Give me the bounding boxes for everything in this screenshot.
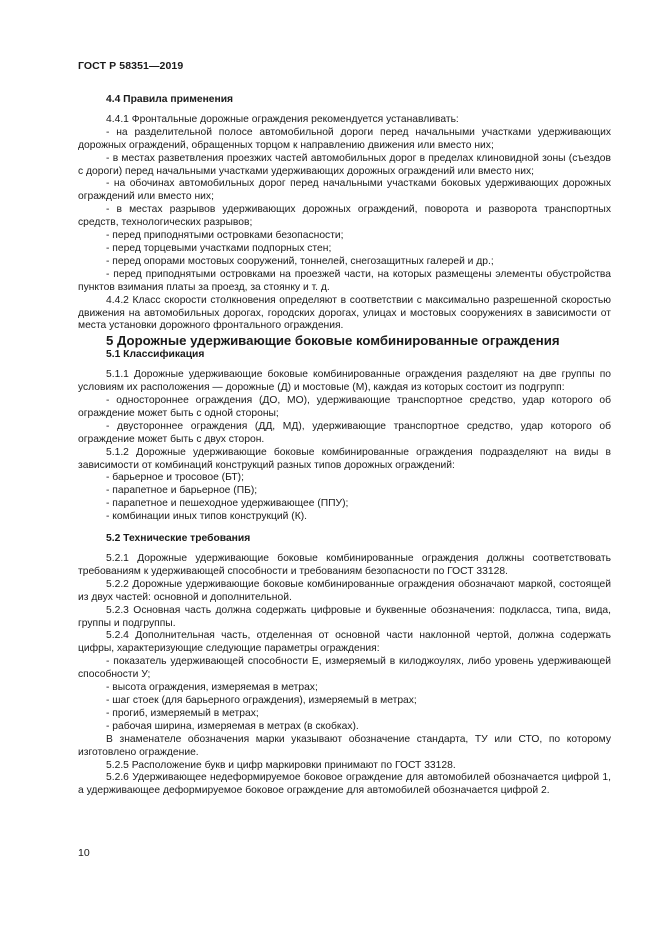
list-item: - парапетное и барьерное (ПБ); — [106, 485, 258, 497]
list-item: - показатель удерживающей способности Е, измеряемый в килоджоулях, либо уровень удерживающей способности У; — [78, 656, 611, 681]
list-item: - рабочая ширина, измеряемая в метрах (в скобках). — [106, 720, 359, 732]
list-item: - перед приподнятыми островками безопасности; — [106, 230, 344, 242]
list-item: - на разделительной полосе автомобильной дороги перед начальными участками удерживающих дорожных ограждений, обращенных торцом к направлению движения или вместо них; — [78, 126, 611, 151]
paragraph: 5.2.5 Расположение букв и цифр маркировки принимают по ГОСТ 33128. — [106, 759, 456, 771]
list-item: - шаг стоек (для барьерного ограждения), измеряемый в метрах; — [106, 694, 417, 706]
paragraph: 5.2.4 Дополнительная часть, отделенная от основной части наклонной чертой, должна содержать цифры, характеризующие следующие параметры ограждения: — [78, 630, 611, 655]
paragraph: 5.2.3 Основная часть должна содержать цифровые и буквенные обозначения: подкласса, типа, вида, группы и подгруппы. — [78, 604, 611, 629]
paragraph: 5.2.2 Дорожные удерживающие боковые комбинированные ограждения обозначают маркой, состоящей из двух частей: основной и дополнительной. — [78, 578, 611, 603]
section-5-title: 5 Дорожные удерживающие боковые комбинированные ограждения — [106, 333, 560, 349]
paragraph: 5.1.1 Дорожные удерживающие боковые комбинированные ограждения разделяют на две группы по условиям их расположения — дорожные (Д) и мостовые (М), каждая из которых состоит из подгрупп: — [78, 369, 611, 394]
page-content — [78, 94, 611, 798]
section-5-2-title: 5.2 Технические требования — [106, 533, 251, 545]
paragraph: 4.4.1 Фронтальные дорожные ограждения рекомендуется устанавливать: — [106, 113, 459, 125]
list-item: - перед торцевыми участками подпорных стен; — [106, 242, 332, 254]
list-item: - перед опорами мостовых сооружений, тоннелей, снегозащитных галерей и др.; — [106, 255, 494, 267]
list-item: - высота ограждения, измеряемая в метрах; — [106, 682, 318, 694]
section-4-4-title: 4.4 Правила применения — [106, 94, 234, 105]
list-item: - двустороннее ограждения (ДД, МД), удерживающие транспортное средство, удар которого об ограждение может быть с двух сторон. — [78, 420, 611, 445]
paragraph: 5.2.6 Удерживающее недеформируемое боковое ограждение для автомобилей обозначается цифрой 1, а удерживающее деформируемое боковое ограждение для автомобилей обозначается цифрой 2. — [78, 772, 611, 797]
paragraph: 5.2.1 Дорожные удерживающие боковые комбинированные ограждения должны соответствовать требованиям к удерживающей способности и требованиям безопасности по ГОСТ 33128. — [78, 553, 611, 577]
paragraph: 5.1.2 Дорожные удерживающие боковые комбинированные ограждения подразделяют на виды в зависимости от комбинаций конструкций разных типов дорожных ограждений: — [78, 446, 611, 471]
section-5-1-title: 5.1 Классификация — [106, 349, 205, 361]
list-item: - барьерное и тросовое (БТ); — [106, 472, 244, 484]
list-item: - одностороннее ограждения (ДО, МО), удерживающие транспортное средство, удар которого об ограждение может быть с одной стороны; — [78, 395, 611, 419]
list-item: - на обочинах автомобильных дорог перед начальными участками боковых удерживающих дорожных ограждений или вместо них; — [78, 178, 611, 203]
page-number: 10 — [78, 847, 90, 859]
list-item: - комбинации иных типов конструкций (К). — [106, 511, 308, 523]
list-item: - прогиб, измеряемый в метрах; — [106, 707, 259, 719]
list-item: - в местах разрывов удерживающих дорожных ограждений, поворота и разворота транспортных средств, технологических разрывов; — [78, 204, 611, 229]
list-item: - в местах разветвления проезжих частей автомобильных дорог в пределах клиновидной зоны (съездов с дороги) перед начальными участками удерживающих дорожных ограждений или вместо них; — [78, 152, 611, 177]
standard-header: ГОСТ Р 58351—2019 — [78, 60, 184, 72]
list-item: - парапетное и пешеходное удерживающее (ППУ); — [106, 498, 349, 510]
paragraph: В знаменателе обозначения марки указывают обозначение стандарта, ТУ или СТО, по которому изготовлено ограждение. — [78, 733, 611, 758]
paragraph: 4.4.2 Класс скорости столкновения определяют в соответствии с максимально разрешенной скоростью движения на автомобильных дорогах, городских дорогах, улицах и мостовых сооружениях в зависимости от места установки дорожного фронтального ограждения. — [78, 294, 611, 332]
list-item: - перед приподнятыми островками на проезжей части, на которых размещены элементы обустройства пунктов взимания платы за проезд, за стоянку и т. д. — [78, 268, 611, 293]
